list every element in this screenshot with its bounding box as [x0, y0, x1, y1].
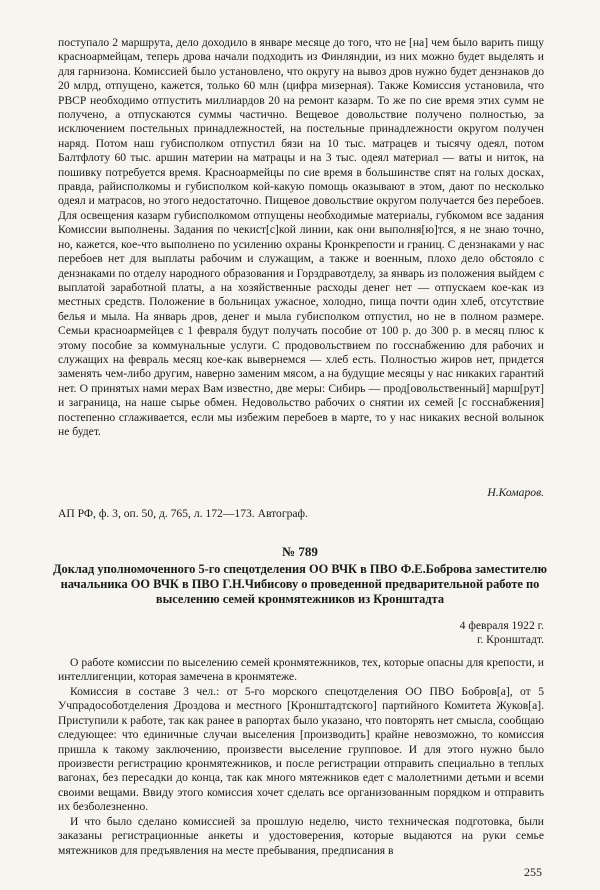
document-date: 4 февраля 1922 г.	[459, 619, 544, 632]
body-paragraph-continued: поступало 2 маршрута, дело доходило в январе месяце до того, что не [на] чем было варить пищу красноармейцам, теперь дрова начали подходить из Финляндии, из них можно будет выделять и для гарнизона. Комиссией было установлено, что округу на вывоз дров нужно будет дензнаков до 20 млрд, отпущено, кажется, только 60 млн (цифра мизерная). Также Комиссия установила, что РВСР необходимо отпустить миллиардов 20 на ремонт казарм. То же по сие время этих сумм не получено, а отпускаются суммы частично. Вещевое довольствие получено полностью, за исключением постельных принадлежностей, на постельные принадлежности округом получен наряд. Потом наш губисполком отпустил бязи на 10 тыс. матрацев и тысячу одеял, потом Балтфлоту 60 тыс. аршин материи на матрацы и на 3 тыс. одеял материал — ваты и ниток, на пошивку потребуется время. Красноармейцы по сие время в большинстве спят на голых досках, правда, райисполкомы и губисполком кой-какую помощь оказывают в этом, дают по несколько одеял и матрасов, но этого недостаточно. Пищевое довольствие округом получается без перебоев. Для освещения казарм губисполкомом отпущены необходимые материалы, губкомом все задания Комиссии выполнены. Задания по чекист[с]кой линии, как они выполня[ю]тся, я не знаю точно, но, кажется, кое-что выполнено по усилению охраны Кронкрепости и границ. С дензнаками у нас перебоев нет для выплаты рабочим и служащим, а также и военным, плохо дело обстояло с дензнаками по отделу народного образования и Горздравотделу, за январь из положения выйдем с выплатой заработной платы, а на хозяйственные расходы денег нет — отпускаем кое-как из местных средств. Положение в больницах ужасное, холодно, пища почти один хлеб, отсутствие белья и мыла. На январь дров, денег и мыла губисполком отпустил, но не в полном размере. Семьи красноармейцев с 1 февраля будут получать пособие от 100 р. до 300 р. в месяц плюс к этому пособие за коммунальные услуги. С продовольствием по госснабжению для рабочих и служащих на февраль месяц кое-как вывернемся — хлеб есть. Полностью жиров нет, придется заменять чем-либо другим, наверно заменим мясом, а на будущие месяцы у нас никаких гарантий нет. О принятых нами мерах Вам известно, две меры: Сибирь — прод[овольственный] марш[рут] и заграница, на наше сырье обмен. Недовольство рабочих о снятии их семей [с госснабжения] постепенно сглаживается, если мы избежим перебоев в марте, то у нас никаких весной волынок не будет.	[58, 36, 544, 438]
archive-source: АП РФ, ф. 3, оп. 50, д. 765, л. 172—173. Автограф.	[58, 507, 308, 520]
body-paragraph: О работе комиссии по выселению семей кронмятежников, тех, которые опасны для крепости, и интеллигенции, которая замечена в кронмятеже.	[58, 656, 544, 684]
signature: Н.Комаров.	[487, 486, 544, 499]
page-number: 255	[524, 865, 542, 879]
document-number: № 789	[282, 544, 318, 559]
document-dateline	[460, 619, 544, 647]
document-title: Доклад уполномоченного 5-го спецотделения ОО ВЧК в ПВО Ф.Е.Боброва заместителю начальника ОО ВЧК в ПВО Г.Н.Чибисову о проведенной предварительной работе по выселению семей кронмятежников из Кронштадта	[52, 562, 548, 606]
body-paragraph: Комиссия в составе 3 чел.: от 5-го морского спецотделения ОО ПВО Бобров[а], от 5 Учпрадособотделения Дроздова и местного [Кронштадтского] партийного Комитета Жуков[а]. Приступили к работе, так как ранее в рапортах было указано, что повторять нет смысла, сообщаю следующее: что единичные случаи выселения [производить] крайне невозможно, то комиссия пришла к такому заключению, произвести выселение групповое. И для этого нужно было произвести регистрацию кронмятежников, и после регистрации отправить специально в теплых вагонах, без пересадки до конца, так как много мятежников едет с малолетними детьми и всеми своими вещами. Ввиду этого комиссия хочет сделать все организованным порядком и отправить их безболезненно.	[58, 685, 544, 814]
document-place: г. Кронштадт.	[476, 633, 544, 646]
body-paragraph: И что было сделано комиссией за прошлую неделю, чисто техническая подготовка, были заказаны регистрационные анкеты и удостоверения, которые выдаются на руки семье мятежников для предъявления на месте пребывания, предписания в	[58, 815, 544, 857]
